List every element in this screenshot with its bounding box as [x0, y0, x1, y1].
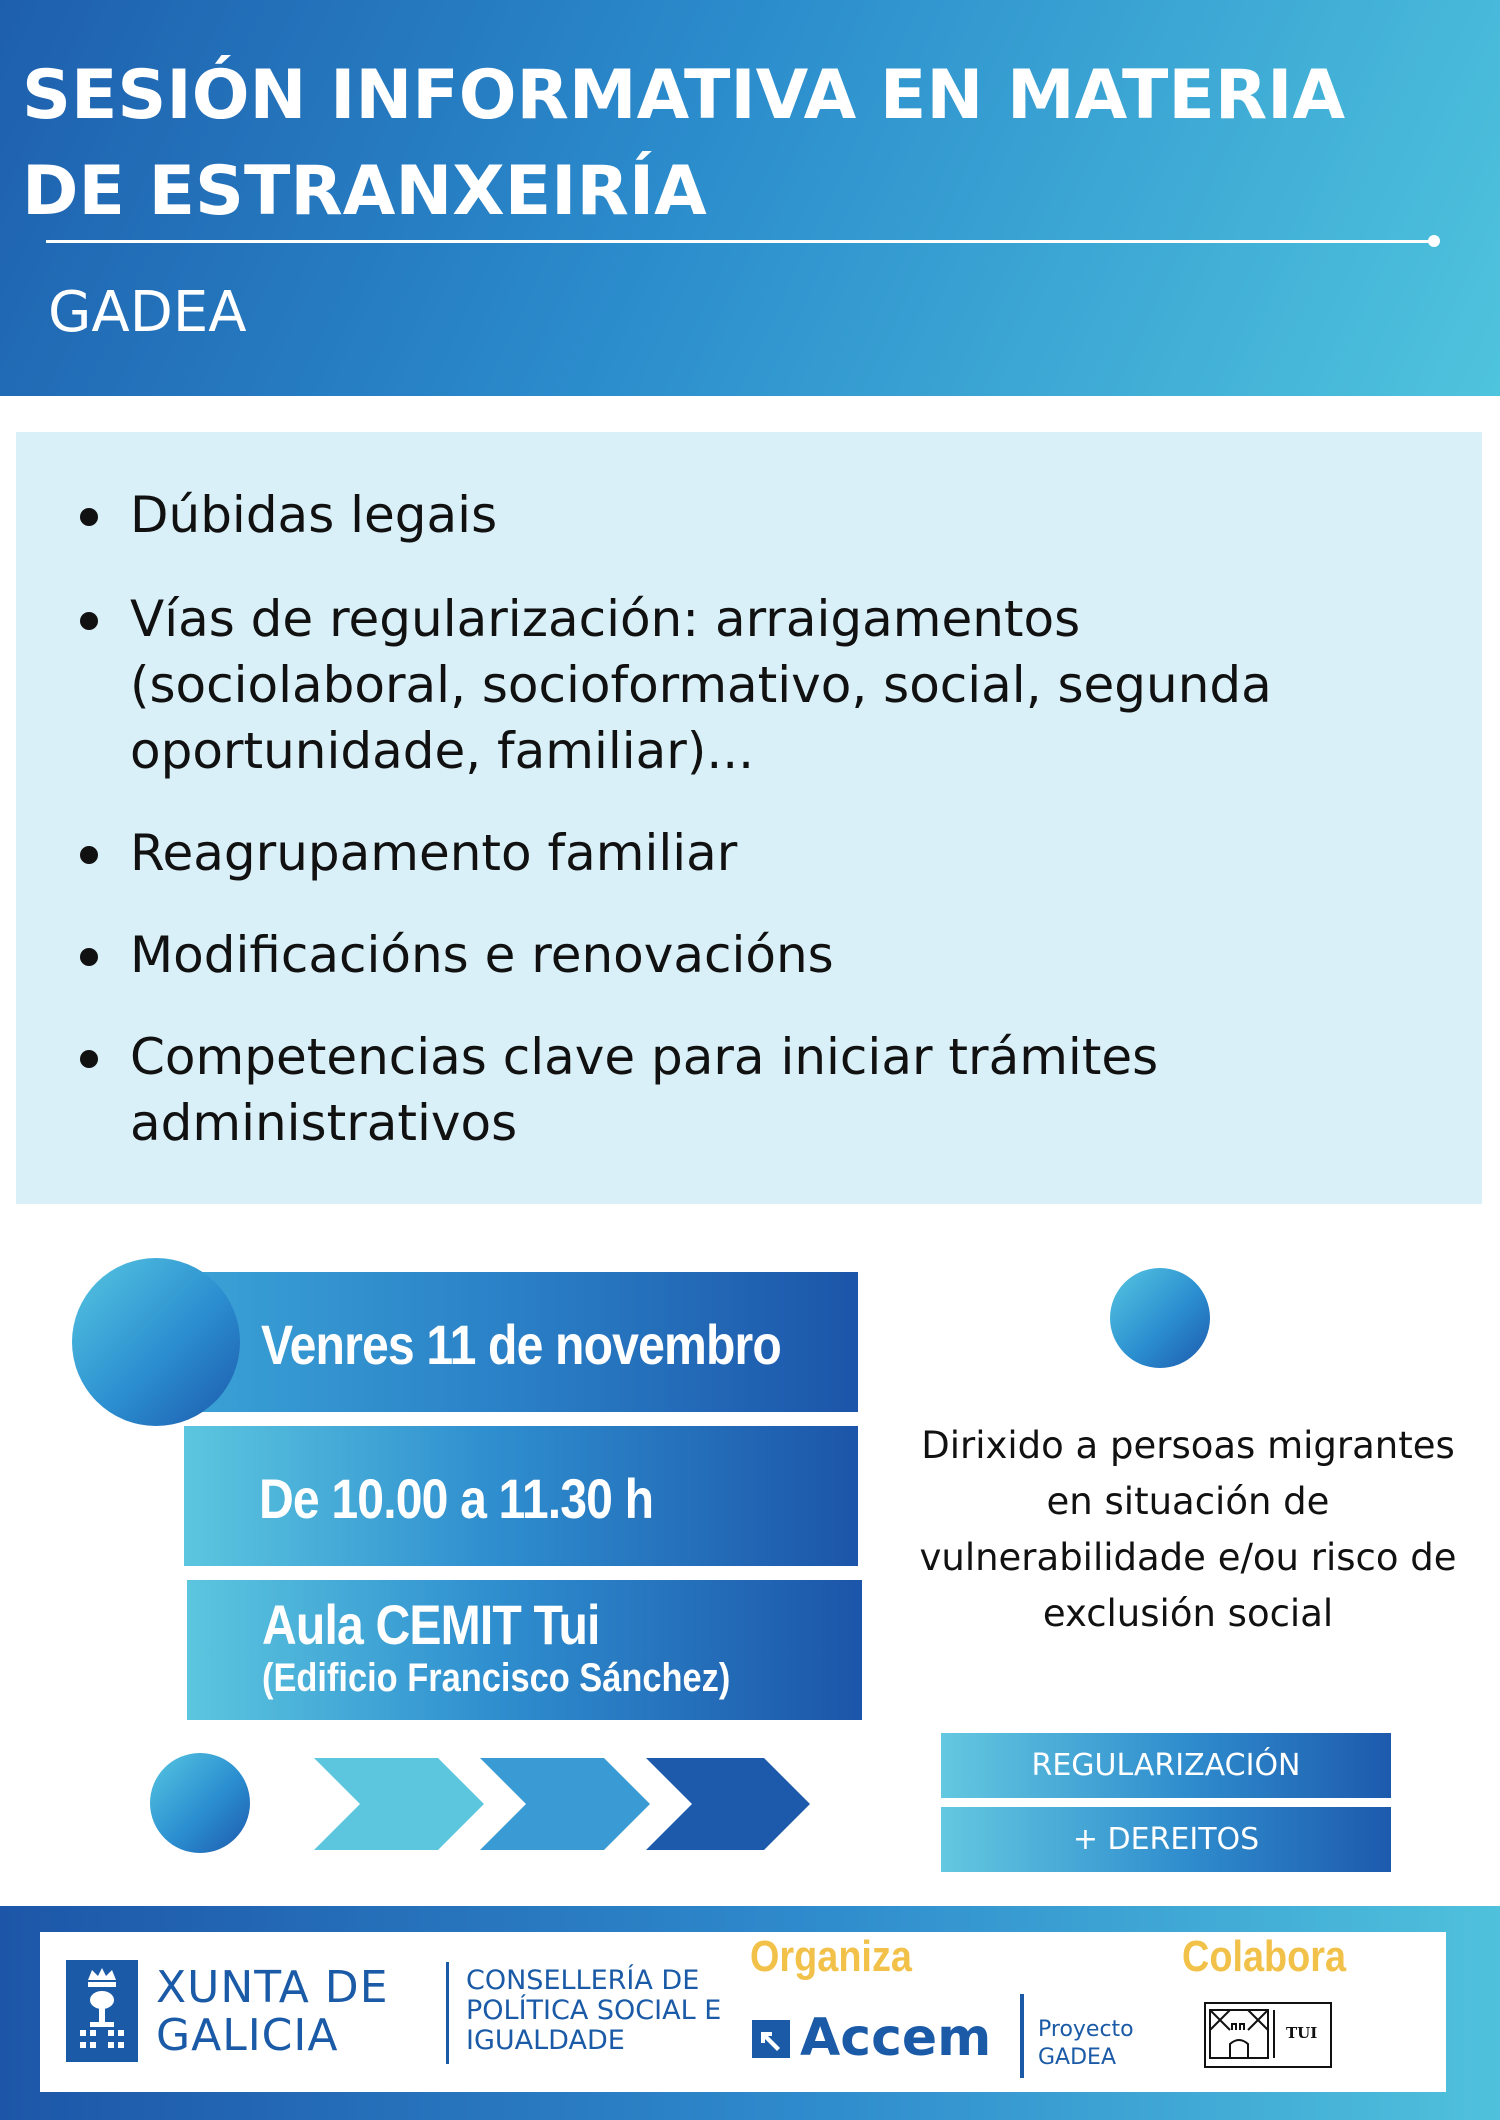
- xunta-logo-text: XUNTA DE GALICIA: [156, 1962, 389, 2061]
- topic-text: Competencias clave para iniciar trámites administrativos: [130, 1028, 1159, 1152]
- topic-text: Reagrupamento familiar: [130, 824, 738, 882]
- chevron-arrow-3: [646, 1758, 810, 1850]
- event-date-bar: [186, 1272, 858, 1412]
- topic-text: Vías de regularización: arraigamentos (sociolaboral, socioformativo, social, segunda oportunidade, familiar)...: [130, 590, 1272, 780]
- decorative-circle-large: [72, 1258, 240, 1426]
- xunta-emblem-icon: [66, 1960, 138, 2062]
- conselleria-logo-text: CONSELLERÍA DE POLÍTICA SOCIAL E IGUALDADE: [466, 1965, 722, 2056]
- event-building: (Edificio Francisco Sánchez): [262, 1656, 731, 1700]
- organiza-label: Organiza: [750, 1932, 912, 1981]
- colabora-label: Colabora: [1182, 1932, 1347, 1981]
- logo-divider: [446, 1962, 449, 2064]
- topic-text: Modificacións e renovacións: [130, 926, 834, 984]
- chevron-arrow-2: [480, 1758, 650, 1850]
- logo-divider: [1020, 1994, 1024, 2078]
- topic-item: [76, 586, 1416, 784]
- page-title: SESIÓN INFORMATIVA EN MATERIA DE ESTRANXEIRÍA: [22, 56, 1346, 231]
- bullet-icon: [80, 612, 98, 630]
- topic-item: [76, 1024, 1416, 1156]
- title-divider: [46, 240, 1436, 243]
- event-place: Aula CEMIT Tui: [262, 1593, 600, 1656]
- topic-item: [76, 820, 1416, 886]
- audience-text: Dirixido a persoas migrantes en situación de vulnerabilidade e/ou risco de exclusión social: [919, 1424, 1457, 1635]
- chevron-arrows-icon: [314, 1758, 810, 1850]
- decorative-circle-right: [1110, 1268, 1210, 1368]
- bullet-icon: [80, 1050, 98, 1068]
- event-date: Venres 11 de novembro: [261, 1313, 781, 1376]
- decorative-circle-small: [150, 1753, 250, 1853]
- event-place-bar: [187, 1580, 862, 1720]
- proyecto-gadea-text: Proyecto GADEA: [1038, 2017, 1134, 2070]
- accem-logo-icon: [752, 2020, 790, 2058]
- bullet-icon: [80, 846, 98, 864]
- bullet-icon: [80, 948, 98, 966]
- title-divider-dot: [1428, 235, 1440, 247]
- tag-regularizacion: REGULARIZACIÓN: [941, 1733, 1391, 1798]
- accem-logo-text: Accem: [800, 2008, 992, 2068]
- event-time-bar: [184, 1426, 858, 1566]
- tui-logo-text: TUI: [1286, 2024, 1318, 2042]
- topic-item: [76, 922, 1416, 988]
- topic-item: [76, 482, 1416, 548]
- chevron-arrow-1: [314, 1758, 484, 1850]
- tag-dereitos: + DEREITOS: [941, 1807, 1391, 1872]
- project-subtitle: GADEA: [48, 280, 247, 345]
- event-time: De 10.00 a 11.30 h: [259, 1467, 654, 1530]
- bullet-icon: [80, 508, 98, 526]
- topic-text: Dúbidas legais: [130, 486, 498, 544]
